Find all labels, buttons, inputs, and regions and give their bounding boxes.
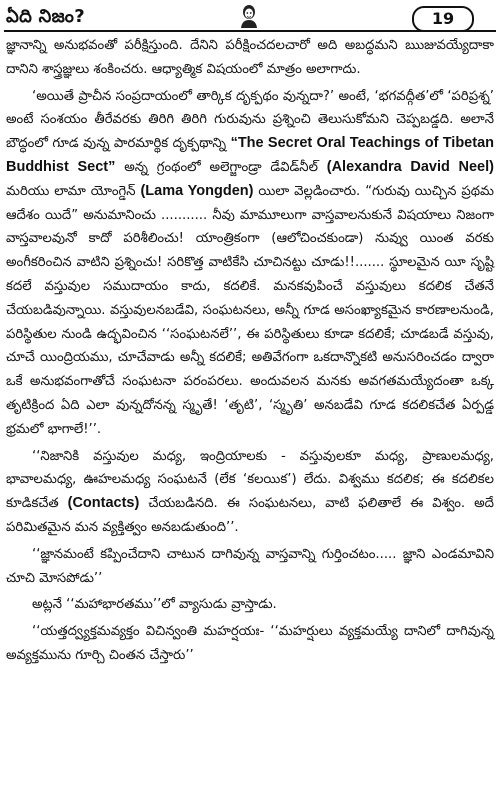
paragraph-6: ‘‘యత్తద్వ్యక్తమవ్యక్తం విచిన్వంతి మహర్షయః- ‘‘మహర్షులు వ్యక్తమయ్యే దానిలో దాగివున్న అవ్యక్తమును గూర్చి చింతన చేస్తారు’’: [6, 624, 494, 663]
paragraph-2-text-c: మరియు లామా యోంగ్డెన్: [6, 183, 141, 199]
paragraph-3: [6, 445, 494, 540]
paragraph-5: అట్లనే ‘‘మహాభారతము’’లో వ్యాసుడు వ్రాస్తాడు.: [32, 597, 277, 613]
paragraph-3-text-a: ‘‘నిజానికి వస్తువుల మధ్య, ఇంద్రియాలకు - వస్తువులకూ మధ్య, ప్రాణులమధ్య, భావాలమధ్య, ఊహలమధ్య సంఘటనే (లేక ‘కలయిక’) లేదు. విశ్వము కదలిక; ఈ కదలికల కూడికచేత: [6, 448, 494, 512]
book-title-english: “The Secret Oral Teachings of Tibetan Buddhist Sect”: [6, 135, 494, 175]
chapter-title: ఏది నిజం?: [6, 6, 85, 27]
header-divider: [4, 30, 496, 32]
paragraph-2-text-a: ‘అయితే ప్రాచీన సంప్రదాయంలో తార్కిక దృక్పథం వున్నదా?’ అంటే, ‘భగవద్గీత’లో ‘పరిప్రశ్న’ అంటే సంశయం తీరేవరకు తిరిగి తిరిగి గురువును ప్రశ్నించి తెలుసుకోమని చెప్పబడ్డది. అలానే బౌద్ధంలో గూడ వున్న పారమార్థిక దృక్పథాన్ని: [6, 88, 494, 152]
paragraph-2: [6, 85, 494, 442]
paragraph-4: ‘‘జ్ఞానమంటే కప్పించేదాని చాటున దాగివున్న వాస్తవాన్ని గుర్తించటం..... జ్ఞాని ఎండమావిని చూచి మోసపోడు’’: [6, 546, 494, 586]
paragraph-3-text-b: చేయబడినది. ఈ సంఘటనలు, వాటి ఫలితాలే ఈ విశ్వం. అదే పరిమితమైన మన వ్యక్తిత్వం అనబడుతుంది’’.: [6, 496, 494, 535]
paragraph-2-text-d: యిలా వెల్లడించారు. “గురువు యిచ్చిన ప్రథమ ఆదేశం యిదే” అనుమానించు ........... నీవు మామూలుగా వాస్తవాలనుకునే విషయాలు నిజంగా వాస్తవాలవునో కాదో పరిశీలించు! యాంత్రికంగా (ఆలోచించకుండా) నువ్వు యింత వరకు అంగీకరించిన వాటిని ప్రశ్నించు! సరికొత్త వాటికేసి చూచినట్టు చూడు!!....... స్థూలమైన యీ సృష్టి కదలే వస్తువుల సముదాయం కాదు, కదలికే. మనకవుపించే వస్తువులు కదలిక చేతనే చేయబడివున్నాయి. వస్తువులనబడేవి, సంఘటనలు, అన్నీ గూడ అసంఖ్యాకమైన కారణాలనుండి, పరిస్థితుల నుండి ఉద్భవించిన ‘‘సంఘటనలే’’, ఈ పరిస్థితులు కూడా కదలికే; చూడబడే వస్తువు, చూచే యింద్రియము, చూచేవాడు అన్నీ కదలికే; అతివేగంగా ఒకదాన్నొకటి అనుసరించడం ద్వారా ఒకే అనుభవంగాతోచే సంఘటనా పరంపరలు. అందువలన మనకు అవగతమయ్యేదంతా ఒక్క తృటిక్రింద ఏది ఎలా వున్నదోనన్న స్మృతే! ‘తృటి’, ‘స్మృతి’ అనబడేవి గూడ కదలికచేత ఏర్పడ్డ భ్రమలో భాగాలే!’’.: [6, 183, 494, 437]
page-number-badge: 19: [412, 6, 474, 32]
paragraph-1: జ్ఞానాన్ని అనుభవంతో పరీక్షిస్తుంది. దేనిని పరీక్షించదలచారో అది అబద్ధమని ఋజువయ్యేదాకా దానిని శాస్త్రజ్ఞులు శంకించరు. ఆధ్యాత్మిక విషయంలో మాత్రం అలాగాదు.: [6, 38, 494, 77]
body-text: [6, 34, 494, 671]
coauthor-name-english: (Lama Yongden): [140, 182, 254, 199]
author-portrait-icon: [238, 4, 260, 28]
paragraph-2-text-b: అన్న గ్రంథంలో అలెగ్జాండ్రా డేవిడ్‌నీల్: [115, 159, 327, 175]
author-name-english: (Alexandra David Neel): [326, 158, 494, 175]
contacts-term-english: (Contacts): [67, 495, 140, 512]
